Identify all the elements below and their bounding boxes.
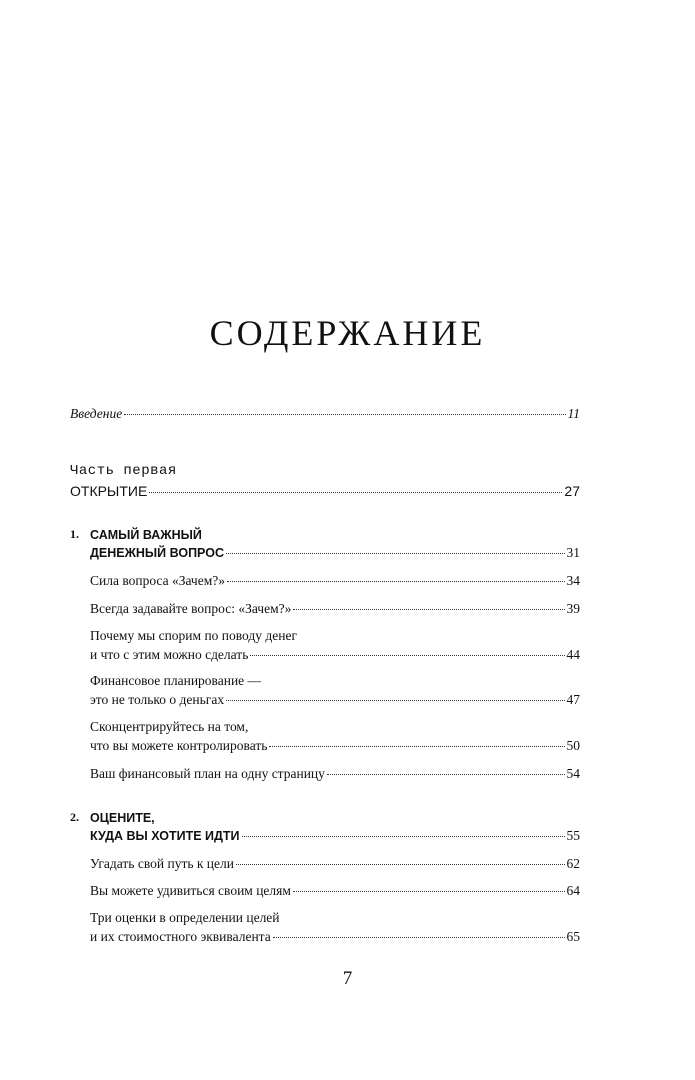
chapter-number: 1. bbox=[70, 527, 79, 541]
toc-entry[interactable] bbox=[90, 929, 580, 945]
toc-entry[interactable] bbox=[90, 766, 580, 782]
toc-entry[interactable] bbox=[90, 883, 580, 899]
dot-leader bbox=[124, 414, 565, 415]
dot-leader bbox=[293, 891, 565, 892]
dot-leader bbox=[293, 609, 564, 610]
toc-entry-page: 64 bbox=[566, 883, 580, 898]
toc-entry-page: 47 bbox=[566, 692, 580, 707]
dot-leader bbox=[273, 937, 565, 938]
toc-entry-page: 62 bbox=[566, 856, 580, 871]
toc-entry-part1[interactable] bbox=[70, 483, 580, 499]
dot-leader bbox=[226, 700, 564, 701]
dot-leader bbox=[250, 655, 564, 656]
toc-entry[interactable] bbox=[90, 692, 580, 708]
dot-leader bbox=[236, 864, 565, 865]
toc-entry-page: 65 bbox=[566, 929, 580, 944]
toc-entry-page: 34 bbox=[566, 573, 580, 588]
toc-entry-label: ОТКРЫТИЕ bbox=[70, 483, 148, 499]
toc-entry-label: ДЕНЕЖНЫЙ ВОПРОС bbox=[90, 546, 224, 560]
dot-leader bbox=[149, 492, 562, 493]
toc-entry-label: Вы можете удивиться своим целям bbox=[90, 883, 291, 898]
toc-entry[interactable] bbox=[90, 647, 580, 663]
toc-entry-line1: Финансовое планирование — bbox=[90, 673, 262, 688]
dot-leader bbox=[327, 774, 565, 775]
toc-entry-label: Ваш финансовый план на одну страницу bbox=[90, 766, 325, 781]
toc-entry-page: 39 bbox=[566, 601, 580, 616]
toc-entry-line1: Три оценки в определении целей bbox=[90, 910, 280, 925]
toc-entry-label: КУДА ВЫ ХОТИТЕ ИДТИ bbox=[90, 829, 240, 843]
toc-entry-page: 54 bbox=[566, 766, 580, 781]
toc-entry[interactable] bbox=[90, 601, 580, 617]
toc-entry-label: Всегда задавайте вопрос: «Зачем?» bbox=[90, 601, 292, 616]
toc-entry-line1: Почему мы спорим по поводу денег bbox=[90, 628, 298, 643]
toc-entry-label: и их стоимостного эквивалента bbox=[90, 929, 271, 944]
toc-entry-line1: Сконцентрируйтесь на том, bbox=[90, 719, 249, 734]
dot-leader bbox=[269, 746, 564, 747]
page-number: 7 bbox=[342, 968, 353, 989]
part-heading: Часть первая bbox=[70, 463, 177, 479]
toc-entry-page: 27 bbox=[564, 483, 580, 499]
toc-entry-page: 11 bbox=[567, 406, 580, 421]
toc-entry-intro[interactable] bbox=[70, 406, 580, 422]
toc-entry[interactable] bbox=[90, 738, 580, 754]
toc-entry[interactable] bbox=[90, 573, 580, 589]
toc-entry-label: Введение bbox=[70, 406, 123, 421]
chapter-number: 2. bbox=[70, 810, 79, 824]
toc-entry-label: Угадать свой путь к цели bbox=[90, 856, 234, 871]
toc-entry-label: и что с этим можно сделать bbox=[90, 647, 249, 662]
toc-entry-label: что вы можете контролировать bbox=[90, 738, 268, 753]
dot-leader bbox=[227, 581, 565, 582]
dot-leader bbox=[226, 553, 565, 554]
toc-entry-page: 55 bbox=[566, 828, 580, 843]
toc-entry-chapter1[interactable] bbox=[90, 545, 580, 561]
toc-entry-label: Сила вопроса «Зачем?» bbox=[90, 573, 225, 588]
chapter-title-line1: САМЫЙ ВАЖНЫЙ bbox=[90, 528, 202, 542]
toc-entry-chapter2[interactable] bbox=[90, 828, 580, 844]
dot-leader bbox=[242, 836, 565, 837]
toc-entry-label: это не только о деньгах bbox=[90, 692, 225, 707]
page-title: СОДЕРЖАНИЕ bbox=[209, 313, 486, 353]
toc-entry-page: 31 bbox=[566, 545, 580, 560]
toc-entry-page: 50 bbox=[566, 738, 580, 753]
toc-entry[interactable] bbox=[90, 856, 580, 872]
chapter-title-line1: ОЦЕНИТЕ, bbox=[90, 811, 155, 825]
toc-entry-page: 44 bbox=[566, 647, 580, 662]
